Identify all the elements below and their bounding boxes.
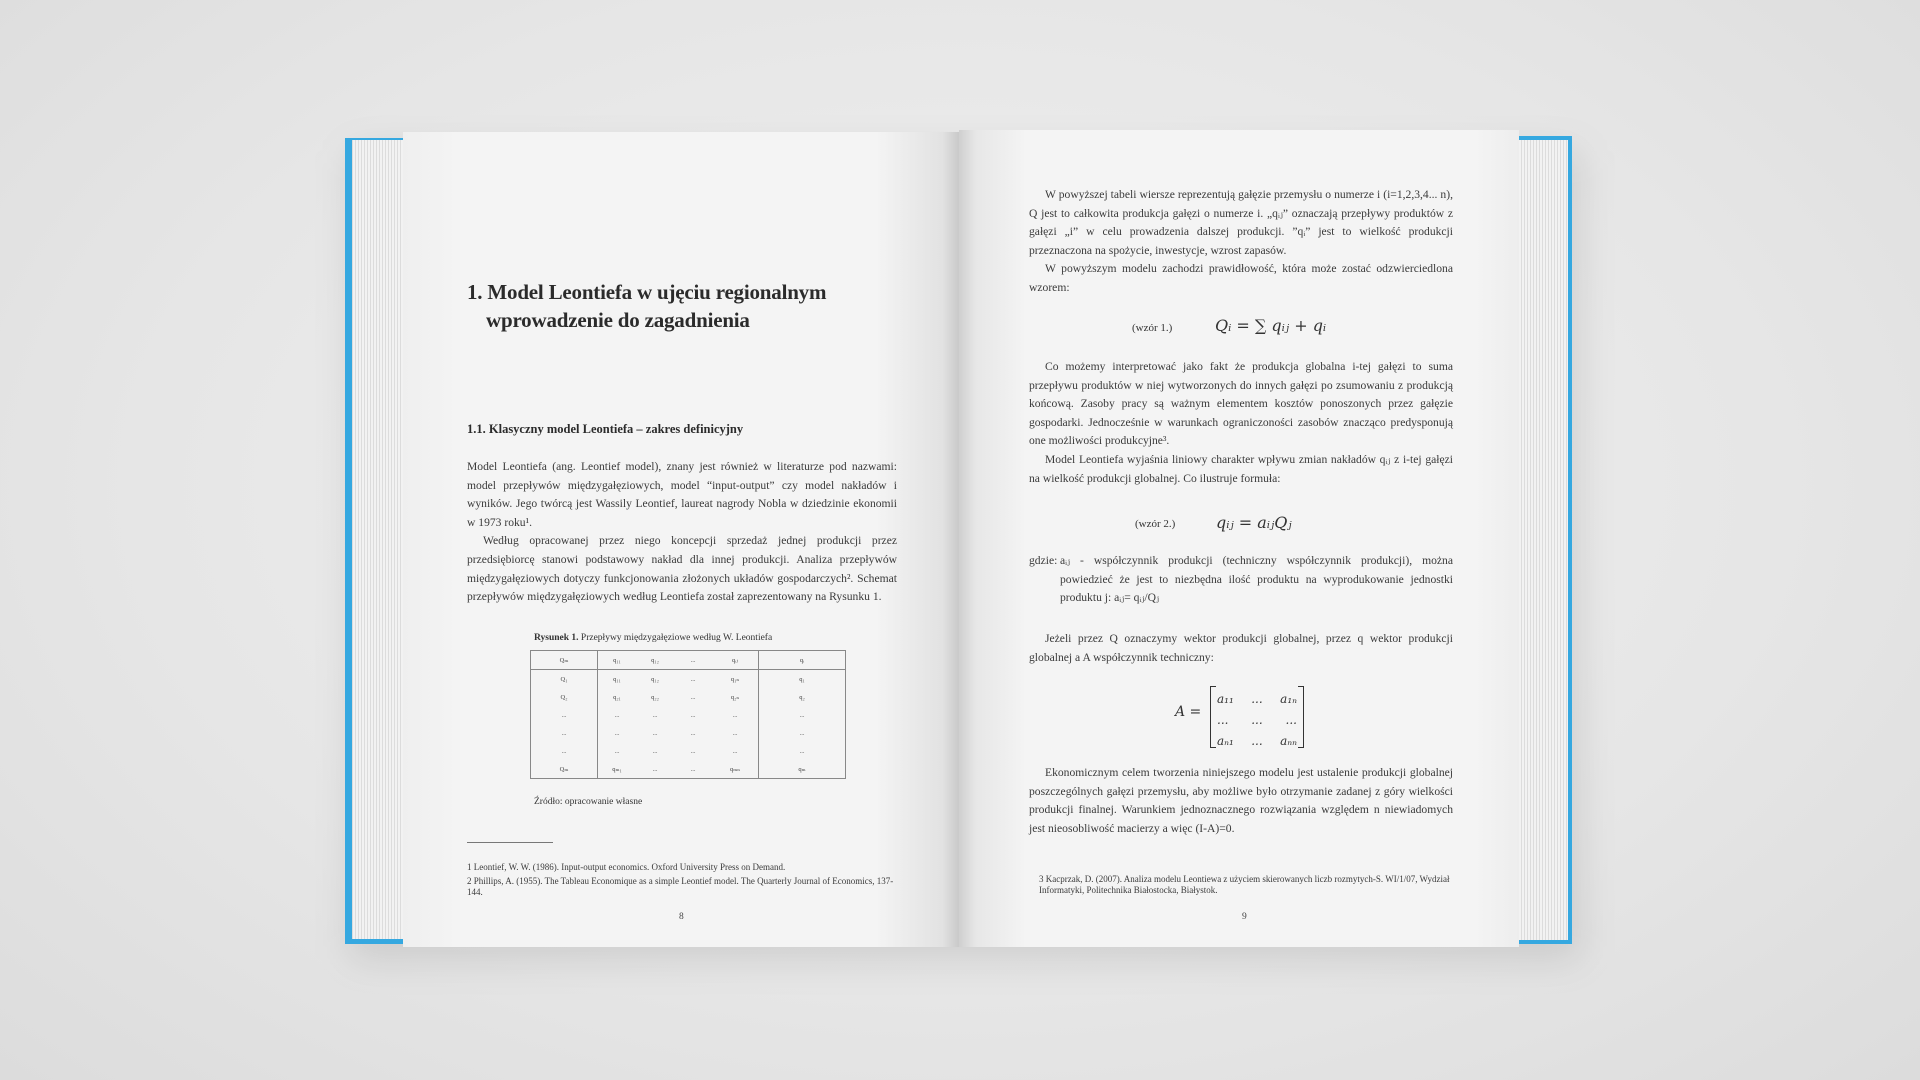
table-cell: ...	[690, 711, 696, 719]
matrix-cell: ...	[1285, 712, 1297, 727]
table-cell: q₂ₙ	[712, 688, 759, 706]
right-middle-text	[1029, 358, 1453, 488]
figure-table	[530, 650, 846, 779]
table-cell: qᵢⱼ	[712, 651, 759, 670]
footnote-1: 1 Leontief, W. W. (1986). Input-output economics. Oxford University Press on Demand.	[467, 862, 786, 872]
table-cell: Qₘ	[531, 760, 598, 778]
left-page	[403, 132, 959, 947]
where-text: aᵢⱼ - współczynnik produkcji (techniczny współczynnik produkcji), można powiedzieć że jest to niezbędna ilość produktu na wyprodukowanie jednostki produktu j: aᵢⱼ= qᵢⱼ/Qⱼ	[1060, 554, 1453, 605]
table-cell: q₁ₙ	[712, 670, 759, 689]
right-paragraph-4: Model Leontiefa wyjaśnia liniowy charakter wpływu zmian nakładów qᵢⱼ z i-tej gałęzi na wielkość produkcji globalnej. Co ilustruje formuła:	[1029, 452, 1453, 485]
figure-source: Źródło: opracowanie własne	[534, 797, 643, 807]
page-edges-right	[1518, 140, 1568, 940]
matrix-cell: a₁ₙ	[1280, 691, 1297, 706]
table-cell: Q₂	[531, 688, 598, 706]
figure-caption-text: Przepływy międzygałęziowe według W. Leontiefa	[578, 633, 773, 643]
table-cell: ...	[690, 747, 696, 755]
flow-table	[531, 651, 845, 778]
table-cell: ...	[652, 765, 658, 773]
chapter-title	[467, 278, 907, 334]
page-number-left: 8	[679, 912, 684, 922]
matrix-row	[1216, 730, 1298, 751]
table-cell: ...	[799, 729, 805, 737]
table-cell: ...	[690, 675, 696, 683]
table-cell: q₂	[799, 693, 805, 701]
page-number-right: 9	[1242, 912, 1247, 922]
table-cell: q₁₂	[636, 651, 674, 670]
table-cell: q₂₂	[651, 693, 659, 701]
table-cell: ...	[614, 747, 620, 755]
formula-1: Qᵢ = ∑ qᵢⱼ + qᵢ	[1215, 316, 1327, 335]
right-intro-text	[1029, 186, 1453, 298]
table-cell: ...	[712, 742, 759, 760]
right-paragraph-5-wrap	[1029, 630, 1453, 667]
right-paragraph-2: W powyższym modelu zachodzi prawidłowość, która może zostać odzwierciedlona wzorem:	[1029, 262, 1453, 294]
table-cell: ...	[690, 765, 696, 773]
table-cell: Qₘ	[531, 651, 598, 670]
table-cell: ...	[614, 711, 620, 719]
table-cell: ...	[614, 729, 620, 737]
matrix	[1210, 686, 1304, 748]
table-row	[531, 706, 845, 724]
where-label: gdzie:	[1029, 554, 1058, 567]
left-footnotes	[467, 862, 897, 898]
footnote-3: 3 Kacprzak, D. (2007). Analiza modelu Leontiewa z użyciem skierowanych liczb rozmytych-S. WI/1/07, Wydział Informatyki, Politechnika Białostocka, Białystok.	[1039, 874, 1450, 895]
table-cell: qₘₙ	[712, 760, 759, 778]
formula-2: qᵢⱼ = aᵢⱼQⱼ	[1216, 513, 1292, 532]
table-cell: ...	[652, 747, 658, 755]
table-cell: ...	[799, 747, 805, 755]
table-cell: ...	[674, 651, 712, 670]
matrix-cell: ...	[1217, 712, 1229, 727]
right-paragraph-6: Ekonomicznym celem tworzenia niniejszego modelu jest ustalenie produkcji globalnej poszczególnych gałęzi przemysłu, aby możliwe było otrzymanie zadanej z góry wielkości produkcji finalnej. Warunkiem jednoznacznego rozwiązania względem n niewiadomych jest nieosobliwość macierzy a więc (I-A)=0.	[1029, 766, 1453, 835]
left-paragraph-2: Według opracowanej przez niego koncepcji sprzedaż jednej produkcji przez przedsiębiorcę stanowi podstawowy nakład dla innej produkcji. Analiza przepływów międzygałęziowych dotyczy funkcjonowania złożonych układów gospodarczych². Schemat przepływów międzygałęziowych według Leontiefa został zaprezentowany na Rysunku 1.	[467, 534, 897, 604]
right-paragraph-5: Jeżeli przez Q oznaczymy wektor produkcji globalnej, przez q wektor produkcji globalnej a A współczynnik techniczny:	[1029, 632, 1453, 664]
table-cell: ...	[690, 693, 696, 701]
matrix-cell: ...	[1251, 712, 1263, 727]
chapter-title-line1: 1. Model Leontiefa w ujęciu regionalnym	[467, 280, 827, 304]
figure-caption-label: Rysunek 1.	[534, 633, 579, 643]
page-edges-left	[352, 140, 404, 939]
matrix-cell: aₙ₁	[1217, 733, 1234, 748]
table-cell: ...	[712, 724, 759, 742]
table-cell: ...	[712, 706, 759, 724]
table-cell: ...	[652, 729, 658, 737]
table-cell: q₁	[799, 675, 805, 683]
table-cell: ...	[652, 711, 658, 719]
left-body-text	[467, 458, 897, 607]
right-paragraph-1: W powyższej tabeli wiersze reprezentują gałęzie przemysłu o numerze i (i=1,2,3,4... n), Q jest to całkowita produkcja gałęzi o numerze i. „qᵢⱼ” oznaczają przepływy produktów z gałęzi „i” w celu prowadzenia dalszej produkcji. ”qᵢ” jest to wielkość produkcji przeznaczona na spożycie, inwestycje, wzrost zapasów.	[1029, 188, 1453, 257]
matrix-cell: ...	[1251, 733, 1263, 748]
matrix-cell: a₁₁	[1217, 691, 1234, 706]
matrix-row	[1216, 709, 1298, 730]
left-paragraph-1: Model Leontiefa (ang. Leontief model), znany jest również w literaturze pod nazwami: model przepływów międzygałęziowych, model “input-output” czy model nakładów i wyników. Jego twórcą jest Wassily Leontief, laureat nagrody Nobla w dziedzinie ekonomii w 1973 roku¹.	[467, 460, 897, 529]
table-cell: ...	[531, 742, 598, 760]
table-header-row	[531, 651, 845, 670]
table-cell: q₁₁	[598, 651, 637, 670]
table-row	[531, 760, 845, 778]
right-page	[959, 130, 1519, 947]
table-cell: q₂₁	[613, 693, 621, 701]
figure-caption	[534, 633, 772, 643]
table-cell: q₁₁	[613, 675, 621, 683]
table-cell: ...	[531, 724, 598, 742]
matrix-cell: ...	[1251, 691, 1263, 706]
table-cell: qₘ	[798, 766, 806, 773]
table-cell: ...	[690, 729, 696, 737]
right-paragraph-6-wrap	[1029, 764, 1453, 838]
table-cell: ...	[799, 711, 805, 719]
matrix-row	[1216, 688, 1298, 709]
matrix-bracket-right	[1298, 686, 1304, 748]
table-cell: qᵢ	[759, 651, 846, 670]
chapter-title-line2: wprowadzenie do zagadnienia	[486, 308, 750, 332]
matrix-body	[1216, 688, 1298, 751]
formula-2-label: (wzór 2.)	[1135, 518, 1176, 530]
matrix-lhs: A =	[1175, 704, 1202, 720]
formula-1-label: (wzór 1.)	[1132, 322, 1173, 334]
table-row	[531, 742, 845, 760]
table-cell: Q₁	[531, 670, 598, 689]
table-cell: qₘ₁	[612, 766, 622, 773]
footnote-2: 2 Phillips, A. (1955). The Tableau Economique as a simple Leontief model. The Quarterly Journal of Economics, 137-144.	[467, 876, 894, 897]
table-cell: ...	[531, 706, 598, 724]
table-row	[531, 724, 845, 742]
section-title: 1.1. Klasyczny model Leontiefa – zakres definicyjny	[467, 422, 744, 436]
matrix-cell: aₙₙ	[1280, 733, 1297, 748]
table-cell: q₁₂	[651, 675, 659, 683]
table-row	[531, 670, 845, 689]
right-paragraph-3: Co możemy interpretować jako fakt że produkcja globalna i-tej gałęzi to suma przepływu produktów w niej wytworzonych do innych gałęzi po zsumowaniu z produkcją końcową. Zasoby pracy są ważnym elementem kosztów ponoszonych przez gałęzie gospodarki. Jednocześnie w warunkach ograniczoności zasobów znacząco predysponują one możliwości produkcyjne³.	[1029, 360, 1453, 448]
table-row	[531, 688, 845, 706]
footnote-separator	[467, 842, 553, 843]
